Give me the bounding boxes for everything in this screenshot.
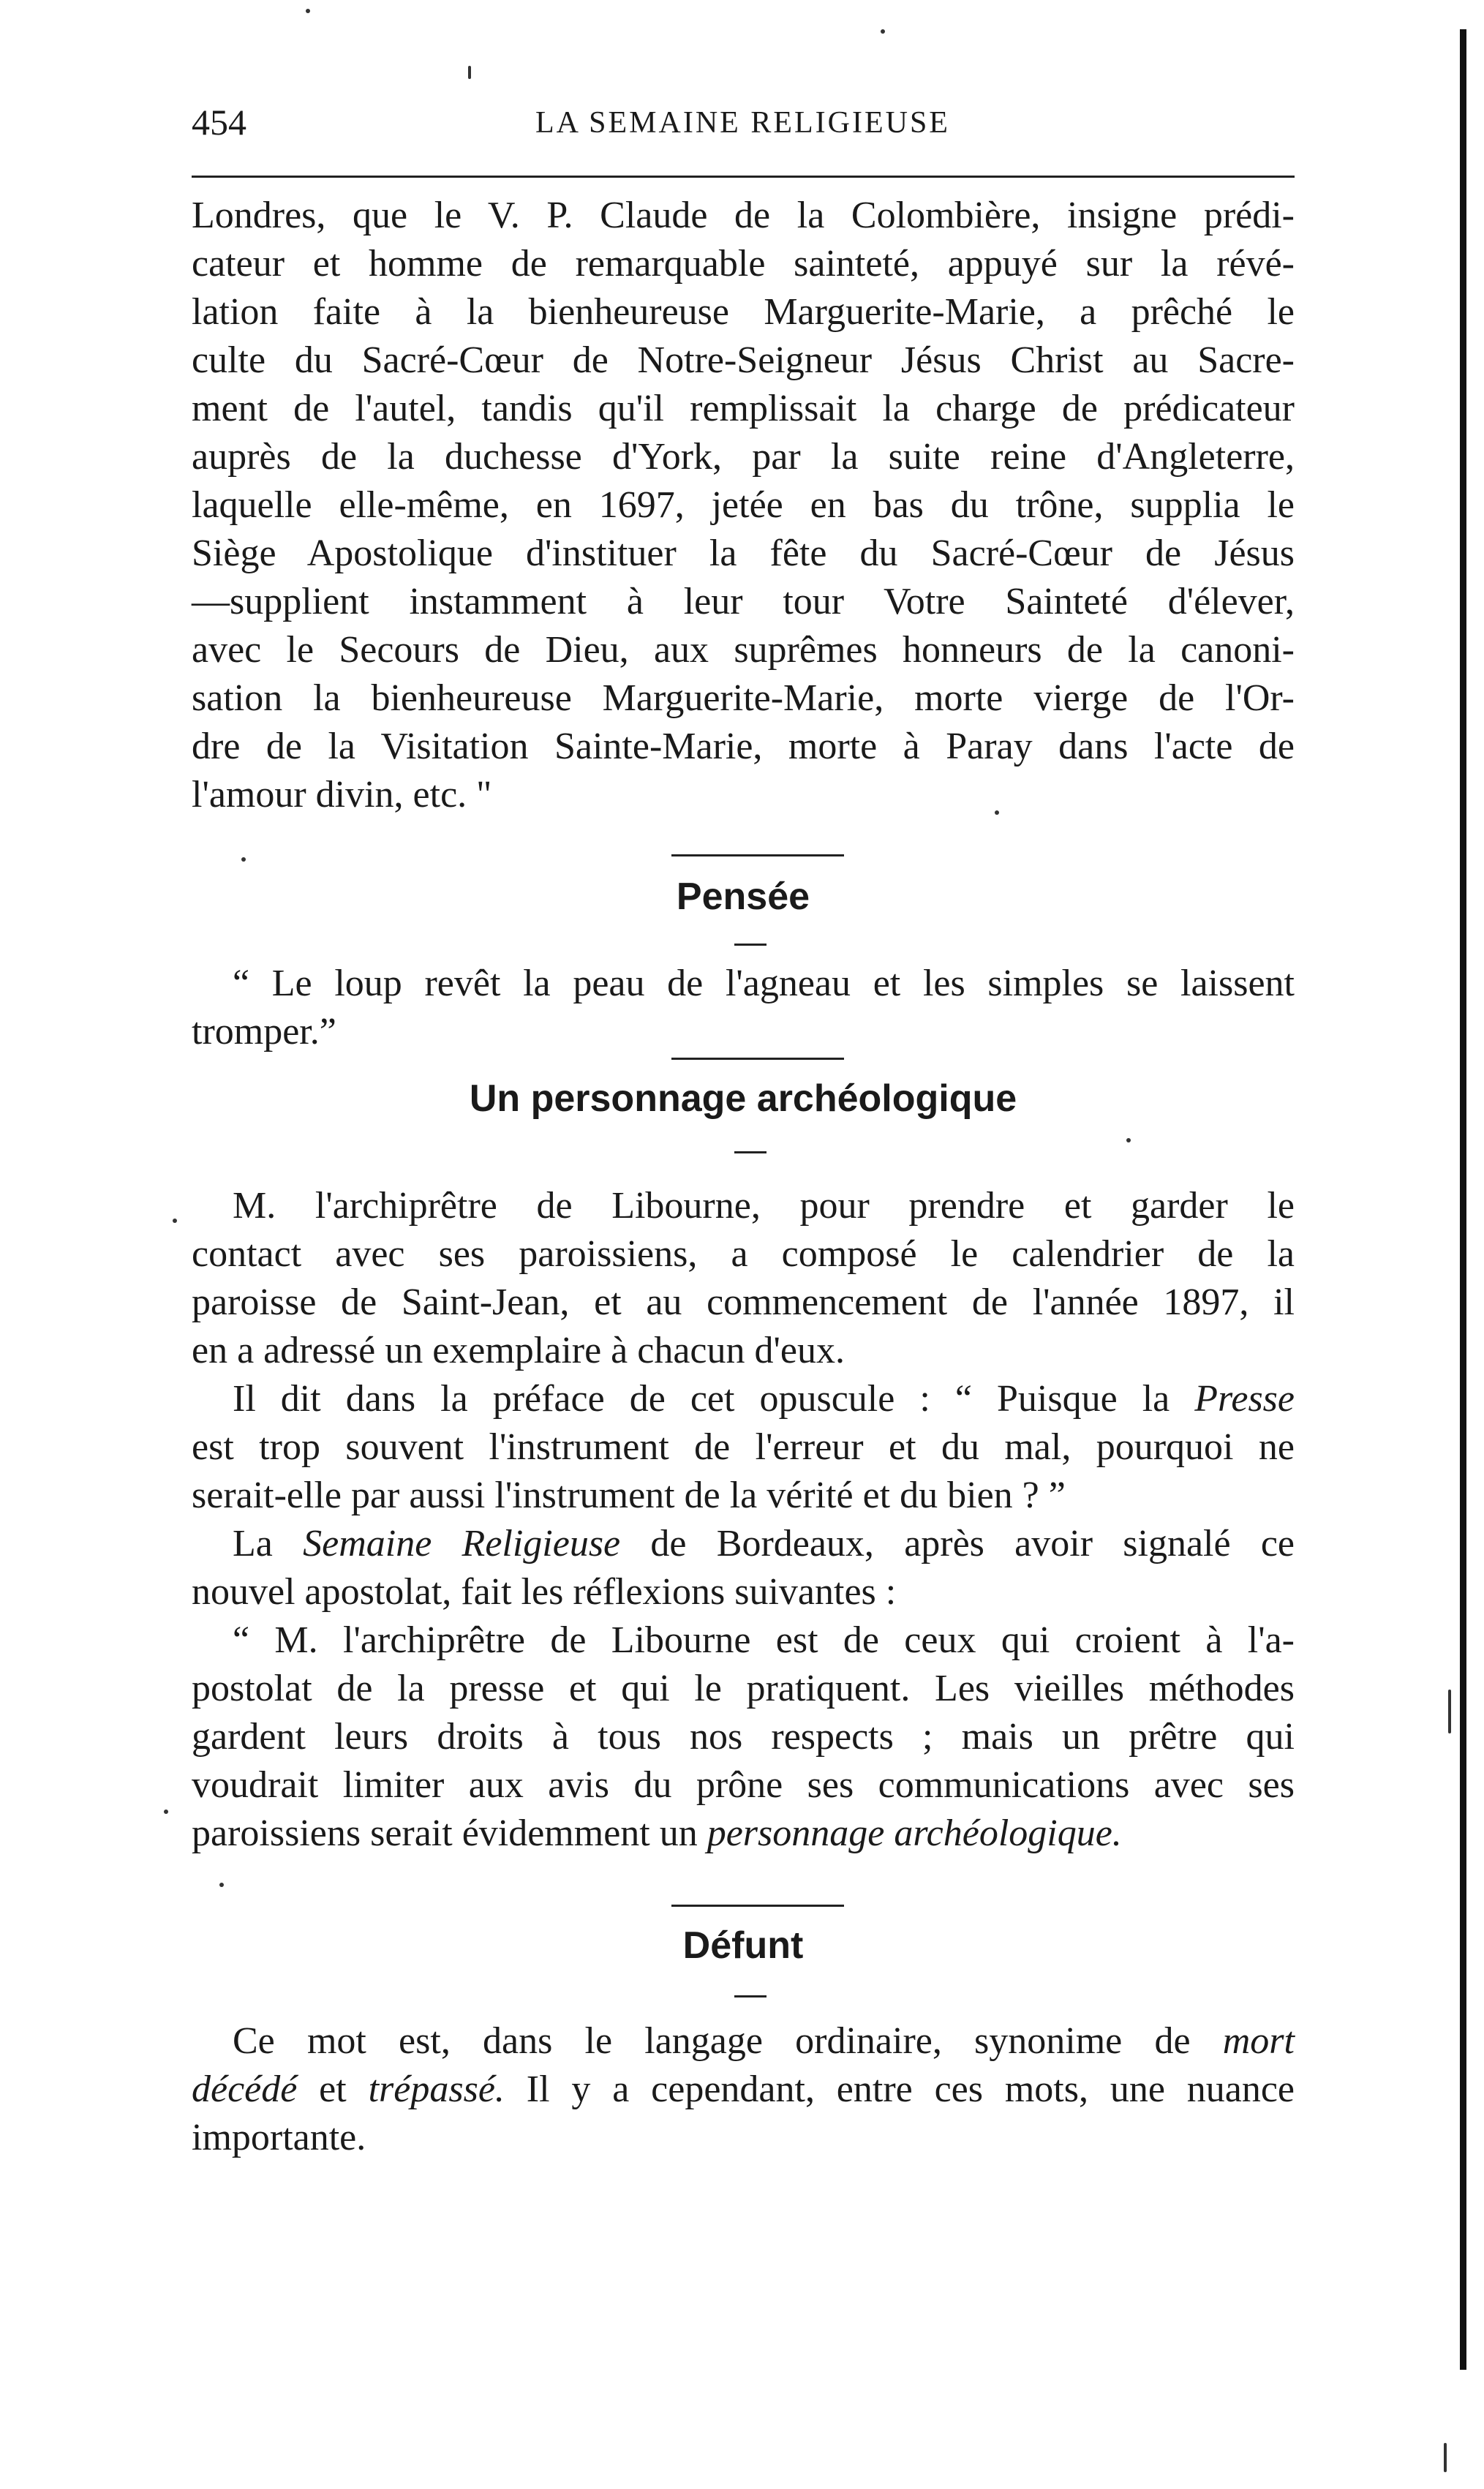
personnage-paragraph-3 (192, 1520, 1295, 1616)
text-line: Siège Apostolique d'instituer la fête du Sacré-Cœur de Jésus (192, 532, 1295, 574)
scan-speck (881, 29, 885, 34)
scan-speck (1126, 1138, 1131, 1142)
scan-speck (164, 1810, 168, 1814)
text-line: tromper.” (192, 1011, 336, 1053)
text-line: importante. (192, 2117, 366, 2158)
text-line: Londres, que le V. P. Claude de la Colombière, insigne prédi- (192, 195, 1295, 236)
italic-title: Semaine Religieuse (303, 1523, 621, 1564)
page-header (192, 101, 1289, 159)
text-fragment: La (233, 1523, 304, 1564)
text-line: nouvel apostolat, fait les réflexions suivantes : (192, 1571, 897, 1613)
text-line: cateur et homme de remarquable sainteté, appuyé sur la révé- (192, 243, 1295, 285)
italic-word: décédé (192, 2068, 298, 2110)
scan-speck (1444, 2443, 1447, 2472)
italic-word: Presse (1194, 1378, 1295, 1420)
text-line: sation la bienheureuse Marguerite-Marie, morte vierge de l'Or- (192, 677, 1295, 719)
text-fragment: de Bordeaux, après avoir signalé ce (620, 1523, 1295, 1564)
header-rule (192, 176, 1295, 178)
text-line: laquelle elle-même, en 1697, jetée en bas du trône, supplia le (192, 484, 1295, 526)
page-number: 454 (192, 102, 246, 143)
title-underline (734, 1151, 767, 1153)
text-line: postolat de la presse et qui le pratiquent. Les vieilles méthodes (192, 1668, 1295, 1709)
section-divider (671, 1058, 844, 1060)
text-line: ment de l'autel, tandis qu'il remplissait la charge de prédicateur (192, 388, 1295, 429)
section-title-pensee: Pensée (676, 876, 810, 918)
italic-word: trépassé. (368, 2068, 505, 2110)
text-line: lation faite à la bienheureuse Marguerite-Marie, a prêché le (192, 291, 1295, 333)
text-line (192, 1810, 1295, 1858)
text-line (192, 1520, 1295, 1568)
text-line: l'amour divin, etc. " (192, 774, 492, 816)
scan-speck (1448, 1690, 1451, 1733)
italic-word: mort (1222, 2020, 1295, 2062)
text-line (192, 2017, 1295, 2066)
pensee-quote (192, 960, 1295, 1056)
text-line: gardent leurs droits à tous nos respects ; mais un prêtre qui (192, 1716, 1295, 1758)
text-line (192, 1375, 1295, 1423)
scan-speck (995, 810, 999, 815)
text-fragment: Il y a cependant, entre ces mots, une nuance (504, 2068, 1295, 2110)
text-line: “ M. l'archiprêtre de Libourne est de ceux qui croient à l'a- (233, 1619, 1295, 1661)
text-fragment: paroissiens serait évidemment un (192, 1812, 707, 1854)
scan-speck (468, 66, 471, 79)
text-line: serait-elle par aussi l'instrument de la vérité et du bien ? ” (192, 1475, 1066, 1516)
title-underline (734, 944, 767, 946)
personnage-paragraph-2 (192, 1375, 1295, 1520)
scan-speck (173, 1219, 177, 1223)
scan-speck (241, 857, 246, 862)
personnage-paragraph-1 (192, 1182, 1295, 1375)
text-line: voudrait limiter aux avis du prône ses communications avec ses (192, 1764, 1295, 1806)
text-line: —supplient instamment à leur tour Votre Sainteté d'élever, (192, 581, 1295, 622)
opening-paragraph (192, 192, 1295, 819)
text-line: culte du Sacré-Cœur de Notre-Seigneur Jésus Christ au Sacre- (192, 339, 1295, 381)
running-head: LA SEMAINE RELIGIEUSE (535, 106, 950, 140)
text-line: paroisse de Saint-Jean, et au commencement de l'année 1897, il (192, 1281, 1295, 1323)
text-line: dre de la Visitation Sainte-Marie, morte à Paray dans l'acte de (192, 726, 1295, 767)
text-line (192, 2066, 1295, 2114)
defunt-paragraph (192, 2017, 1295, 2162)
text-line: en a adressé un exemplaire à chacun d'eux. (192, 1330, 845, 1371)
text-fragment: Ce mot est, dans le langage ordinaire, synonime de (233, 2020, 1223, 2062)
section-divider (671, 1905, 844, 1907)
section-title-personnage: Un personnage archéologique (469, 1077, 1017, 1120)
text-fragment: Il dit dans la préface de cet opuscule : “ Puisque la (233, 1378, 1195, 1420)
scan-speck (306, 9, 310, 13)
scan-speck (219, 1883, 224, 1887)
personnage-paragraph-4 (192, 1616, 1295, 1858)
text-line: auprès de la duchesse d'York, par la suite reine d'Angleterre, (192, 436, 1295, 478)
text-line: contact avec ses paroissiens, a composé le calendrier de la (192, 1233, 1295, 1275)
section-title-defunt: Défunt (682, 1924, 804, 1967)
text-line: avec le Secours de Dieu, aux suprêmes honneurs de la canoni- (192, 629, 1295, 671)
title-underline (734, 1995, 767, 1997)
section-divider (671, 854, 844, 856)
text-line: “ Le loup revêt la peau de l'agneau et les simples se laissent (233, 963, 1295, 1004)
text-line: est trop souvent l'instrument de l'erreur et du mal, pourquoi ne (192, 1426, 1295, 1468)
text-line: M. l'archiprêtre de Libourne, pour prendre et garder le (233, 1185, 1295, 1227)
italic-phrase: personnage archéologique. (707, 1812, 1122, 1854)
text-fragment: et (297, 2068, 369, 2110)
page-edge-rule (1460, 29, 1466, 2370)
